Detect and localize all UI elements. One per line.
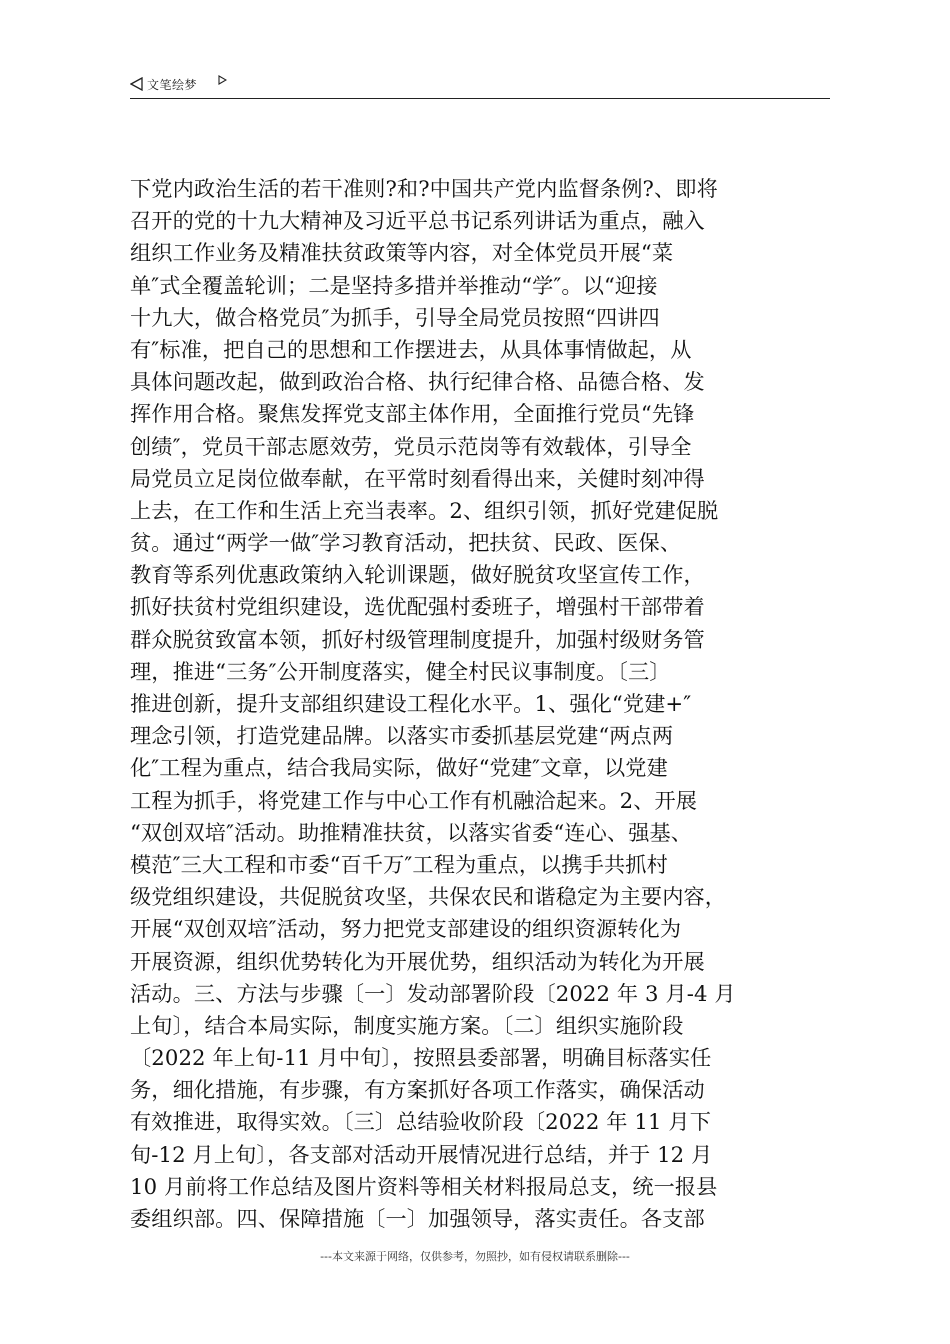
body-line: 〔2022 年上旬-11 月中旬〕，按照县委部署，明确目标落实任 bbox=[130, 1045, 712, 1071]
body-line: 旬-12 月上旬〕，各支部对活动开展情况进行总结，并于 12 月 bbox=[130, 1141, 713, 1167]
body-line: 开展资源，组织优势转化为开展优势，组织活动为转化为开展 bbox=[130, 948, 705, 974]
body-line: 化″工程为重点，结合我局实际，做好“党建″文章，以党建 bbox=[130, 755, 668, 781]
body-line: 抓好扶贫村党组织建设，选优配强村委班子，增强村干部带着 bbox=[130, 594, 705, 620]
body-line: 十九大，做合格党员″为抓手，引导全局党员按照“四讲四 bbox=[130, 304, 660, 330]
footer-disclaimer: ---本文来源于网络，仅供参考，勿照抄，如有侵权请联系删除--- bbox=[320, 1250, 630, 1263]
document-body bbox=[130, 173, 835, 1235]
body-line: 创绩″，党员干部志愿效劳，党员示范岗等有效载体，引导全 bbox=[130, 433, 692, 459]
body-line: 单″式全覆盖轮训；二是坚持多措并举推动“学″。以“迎接 bbox=[130, 272, 658, 298]
body-line: 挥作用合格。聚焦发挥党支部主体作用，全面推行党员“先锋 bbox=[130, 401, 695, 427]
body-line: 委组织部。四、保障措施〔一〕加强领导，落实责任。各支部 bbox=[130, 1206, 705, 1231]
body-line: 务，细化措施，有步骤，有方案抓好各项工作落实，确保活动 bbox=[130, 1077, 705, 1103]
body-line: 局党员立足岗位做奉献，在平常时刻看得出来，关健时刻冲得 bbox=[130, 465, 705, 491]
body-line: 开展“双创双培″活动，努力把党支部建设的组织资源转化为 bbox=[130, 916, 682, 942]
body-line: 工程为抓手，将党建工作与中心工作有机融洽起来。2、开展 bbox=[130, 787, 698, 813]
body-line: 推进创新，提升支部组织建设工程化水平。1、强化“党建+″ bbox=[130, 691, 692, 716]
body-line: 上旬〕，结合本局实际，制度实施方案。〔二〕组织实施阶段 bbox=[130, 1012, 684, 1038]
body-line: 召开的党的十九大精神及习近平总书记系列讲话为重点，融入 bbox=[130, 208, 705, 234]
body-line: 有效推进，取得实效。〔三〕总结验收阶段〔2022 年 11 月下 bbox=[130, 1109, 711, 1135]
body-line: 具体问题改起，做到政治合格、执行纪律合格、品德合格、发 bbox=[130, 369, 705, 395]
body-line: 上去，在工作和生活上充当表率。2、组织引领，抓好党建促脱 bbox=[130, 497, 719, 523]
body-line: 下党内政治生活的若干准则?和?中国共产党内监督条例?、即将 bbox=[130, 176, 718, 201]
header-brand: 文笔绘梦 bbox=[147, 78, 198, 92]
triangle-right-outline-icon bbox=[218, 75, 227, 85]
page-header bbox=[130, 74, 830, 99]
body-line: 理念引领，打造党建品牌。以落实市委抓基层党建“两点两 bbox=[130, 723, 674, 749]
body-line: 10 月前将工作总结及图片资料等相关材料报局总支，统一报县 bbox=[130, 1173, 718, 1199]
body-line: 组织工作业务及精准扶贫政策等内容，对全体党员开展“菜 bbox=[130, 240, 674, 266]
body-line: 群众脱贫致富本领，抓好村级管理制度提升，加强村级财务管 bbox=[130, 626, 705, 652]
body-line: 理，推进“三务″公开制度落实，健全村民议事制度。〔三〕 bbox=[130, 658, 671, 684]
body-line: 有″标准，把自己的思想和工作摆进去，从具体事情做起，从 bbox=[130, 336, 692, 362]
triangle-left-outline-icon bbox=[130, 77, 143, 91]
body-line: 级党组织建设，共促脱贫攻坚，共保农民和谐稳定为主要内容， bbox=[130, 884, 727, 910]
body-line: 活动。三、方法与步骤〔一〕发动部署阶段〔2022 年 3 月-4 月 bbox=[130, 980, 736, 1006]
body-line: 教育等系列优惠政策纳入轮训课题，做好脱贫攻坚宣传工作， bbox=[130, 562, 705, 588]
body-line: 贫。通过“两学一做″学习教育活动，把扶贫、民政、医保、 bbox=[130, 530, 682, 556]
body-line: “双创双培″活动。助推精准扶贫，以落实省委“连心、强基、 bbox=[130, 819, 693, 845]
body-line: 模范″三大工程和市委“百千万″工程为重点，以携手共抓村 bbox=[130, 851, 668, 877]
